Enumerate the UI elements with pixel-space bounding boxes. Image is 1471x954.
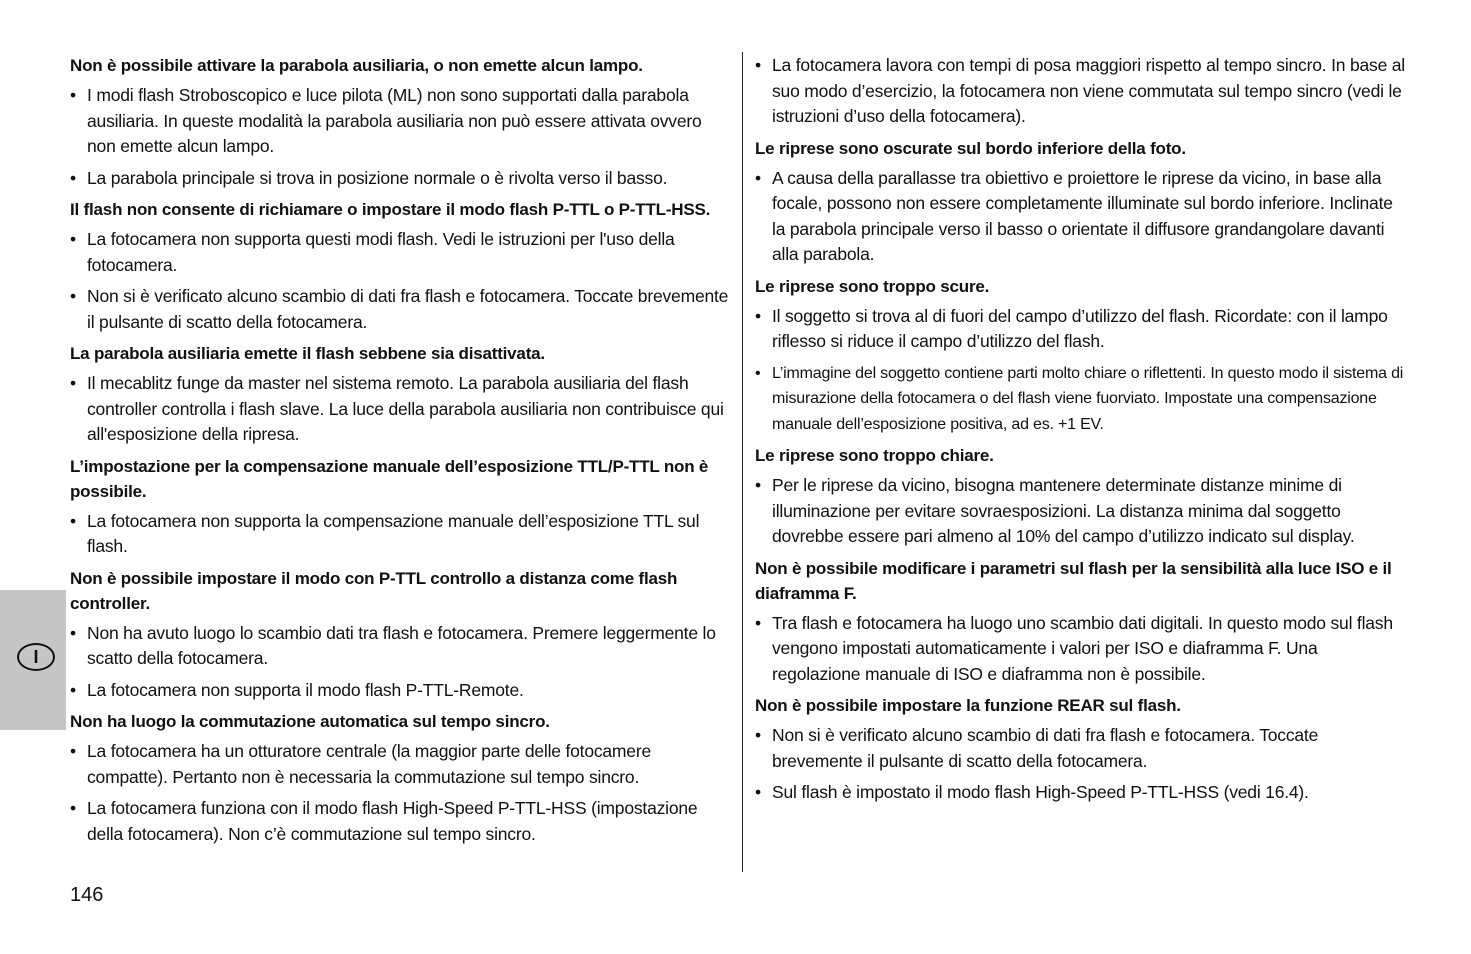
list-item: • Non si è verificato alcuno scambio di dati fra flash e fotocamera. Toccate brevemente il pulsante di scatto della fotocamera. bbox=[755, 723, 1410, 774]
list-item: • Tra flash e fotocamera ha luogo uno scambio dati digitali. In questo modo sul flash vengono impostati automaticamente i valori per ISO e diaframma F. Una regolazione manuale di ISO e diaframma non è possibile. bbox=[755, 611, 1410, 688]
section-heading: Non è possibile impostare la funzione REAR sul flash. bbox=[755, 696, 1181, 715]
list-item: • Per le riprese da vicino, bisogna mantenere determinate distanze minime di illuminazione per evitare sovraesposizioni. La distanza minima dal soggetto dovrebbe essere pari almeno al 10% del campo d’utilizzo indicato sul display. bbox=[755, 473, 1410, 550]
list-item: • La fotocamera non supporta la compensazione manuale dell’esposizione TTL sul flash. bbox=[70, 509, 730, 560]
section-heading: Le riprese sono troppo scure. bbox=[755, 276, 990, 296]
section bbox=[70, 454, 730, 560]
list-item: • La fotocamera funziona con il modo flash High-Speed P-TTL-HSS (impostazione della fotocamera). Non c’è commutazione sul tempo sincro. bbox=[70, 796, 730, 847]
section-heading: Non è possibile attivare la parabola ausiliaria, o non emette alcun lampo. bbox=[70, 56, 643, 75]
list-item: • La fotocamera non supporta il modo flash P-TTL-Remote. bbox=[70, 678, 730, 704]
list-item: • I modi flash Stroboscopico e luce pilota (ML) non sono supportati dalla parabola ausiliaria. In queste modalità la parabola ausiliaria non può essere attivata ovvero non emette alcun lampo. bbox=[70, 83, 730, 160]
list-item: • Il mecablitz funge da master nel sistema remoto. La parabola ausiliaria del flash controller controlla i flash slave. La luce della parabola ausiliaria non contribuisce qui all'esposizione della ripresa. bbox=[70, 371, 730, 448]
section bbox=[755, 443, 1410, 550]
section-heading: Non ha luogo la commutazione automatica sul tempo sincro. bbox=[70, 712, 550, 731]
section bbox=[70, 566, 730, 704]
section bbox=[755, 556, 1410, 688]
list-item: • La parabola principale si trova in posizione normale o è rivolta verso il basso. bbox=[70, 166, 730, 192]
list-item: • L’immagine del soggetto contiene parti molto chiare o riflettenti. In questo modo il sistema di misurazione della fotocamera o del flash viene fuorviato. Impostate una compensazione manuale dell’esposizione positiva, ad es. +1 EV. bbox=[755, 361, 1410, 438]
list-item: • Sul flash è impostato il modo flash High-Speed P-TTL-HSS (vedi 16.4). bbox=[755, 780, 1410, 806]
section bbox=[70, 197, 730, 335]
section-heading: Il flash non consente di richiamare o impostare il modo flash P-TTL o P-TTL-HSS. bbox=[70, 200, 711, 219]
section-heading: La parabola ausiliaria emette il flash sebbene sia disattivata. bbox=[70, 344, 545, 363]
section-heading: Non è possibile impostare il modo con P-TTL controllo a distanza come flash controller. bbox=[70, 568, 678, 613]
list-item: • La fotocamera non supporta questi modi flash. Vedi le istruzioni per l'uso della fotocamera. bbox=[70, 227, 730, 278]
list-item: • Non ha avuto luogo lo scambio dati tra flash e fotocamera. Premere leggermente lo scatto della fotocamera. bbox=[70, 621, 730, 672]
section bbox=[755, 53, 1410, 130]
list-item: • Il soggetto si trova al di fuori del campo d’utilizzo del flash. Ricordate: con il lampo riflesso si riduce il campo d’utilizzo del flash. bbox=[755, 304, 1410, 355]
column-divider bbox=[742, 52, 743, 872]
language-tab-label: I bbox=[17, 643, 55, 671]
left-column bbox=[70, 53, 730, 853]
list-item: • Non si è verificato alcuno scambio di dati fra flash e fotocamera. Toccate brevemente il pulsante di scatto della fotocamera. bbox=[70, 284, 730, 335]
section bbox=[755, 274, 1410, 438]
section-heading: Le riprese sono oscurate sul bordo inferiore della foto. bbox=[755, 138, 1186, 158]
list-item: • La fotocamera ha un otturatore centrale (la maggior parte delle fotocamere compatte). Pertanto non è necessaria la commutazione sul tempo sincro. bbox=[70, 739, 730, 790]
section bbox=[755, 693, 1410, 806]
page-number: 146 bbox=[70, 884, 104, 906]
section bbox=[70, 709, 730, 847]
section bbox=[755, 136, 1410, 268]
list-item: • A causa della parallasse tra obiettivo e proiettore le riprese da vicino, in base alla focale, possono non essere completamente illuminate sul bordo inferiore. Inclinate la parabola principale verso il basso o orientate il diffusore grandangolare davanti alla parabola. bbox=[755, 166, 1410, 268]
section-heading: Non è possibile modificare i parametri sul flash per la sensibilità alla luce ISO e il diaframma F. bbox=[755, 558, 1392, 603]
right-column bbox=[755, 53, 1410, 812]
section bbox=[70, 341, 730, 448]
list-item: • La fotocamera lavora con tempi di posa maggiori rispetto al tempo sincro. In base al suo modo d’esercizio, la fotocamera non viene commutata sul tempo sincro (vedi le istruzioni d’uso della fotocamera). bbox=[755, 53, 1410, 130]
section bbox=[70, 53, 730, 191]
section-heading: L’impostazione per la compensazione manuale dell’esposizione TTL/P-TTL non è possibile. bbox=[70, 456, 709, 501]
section-heading: Le riprese sono troppo chiare. bbox=[755, 446, 994, 465]
